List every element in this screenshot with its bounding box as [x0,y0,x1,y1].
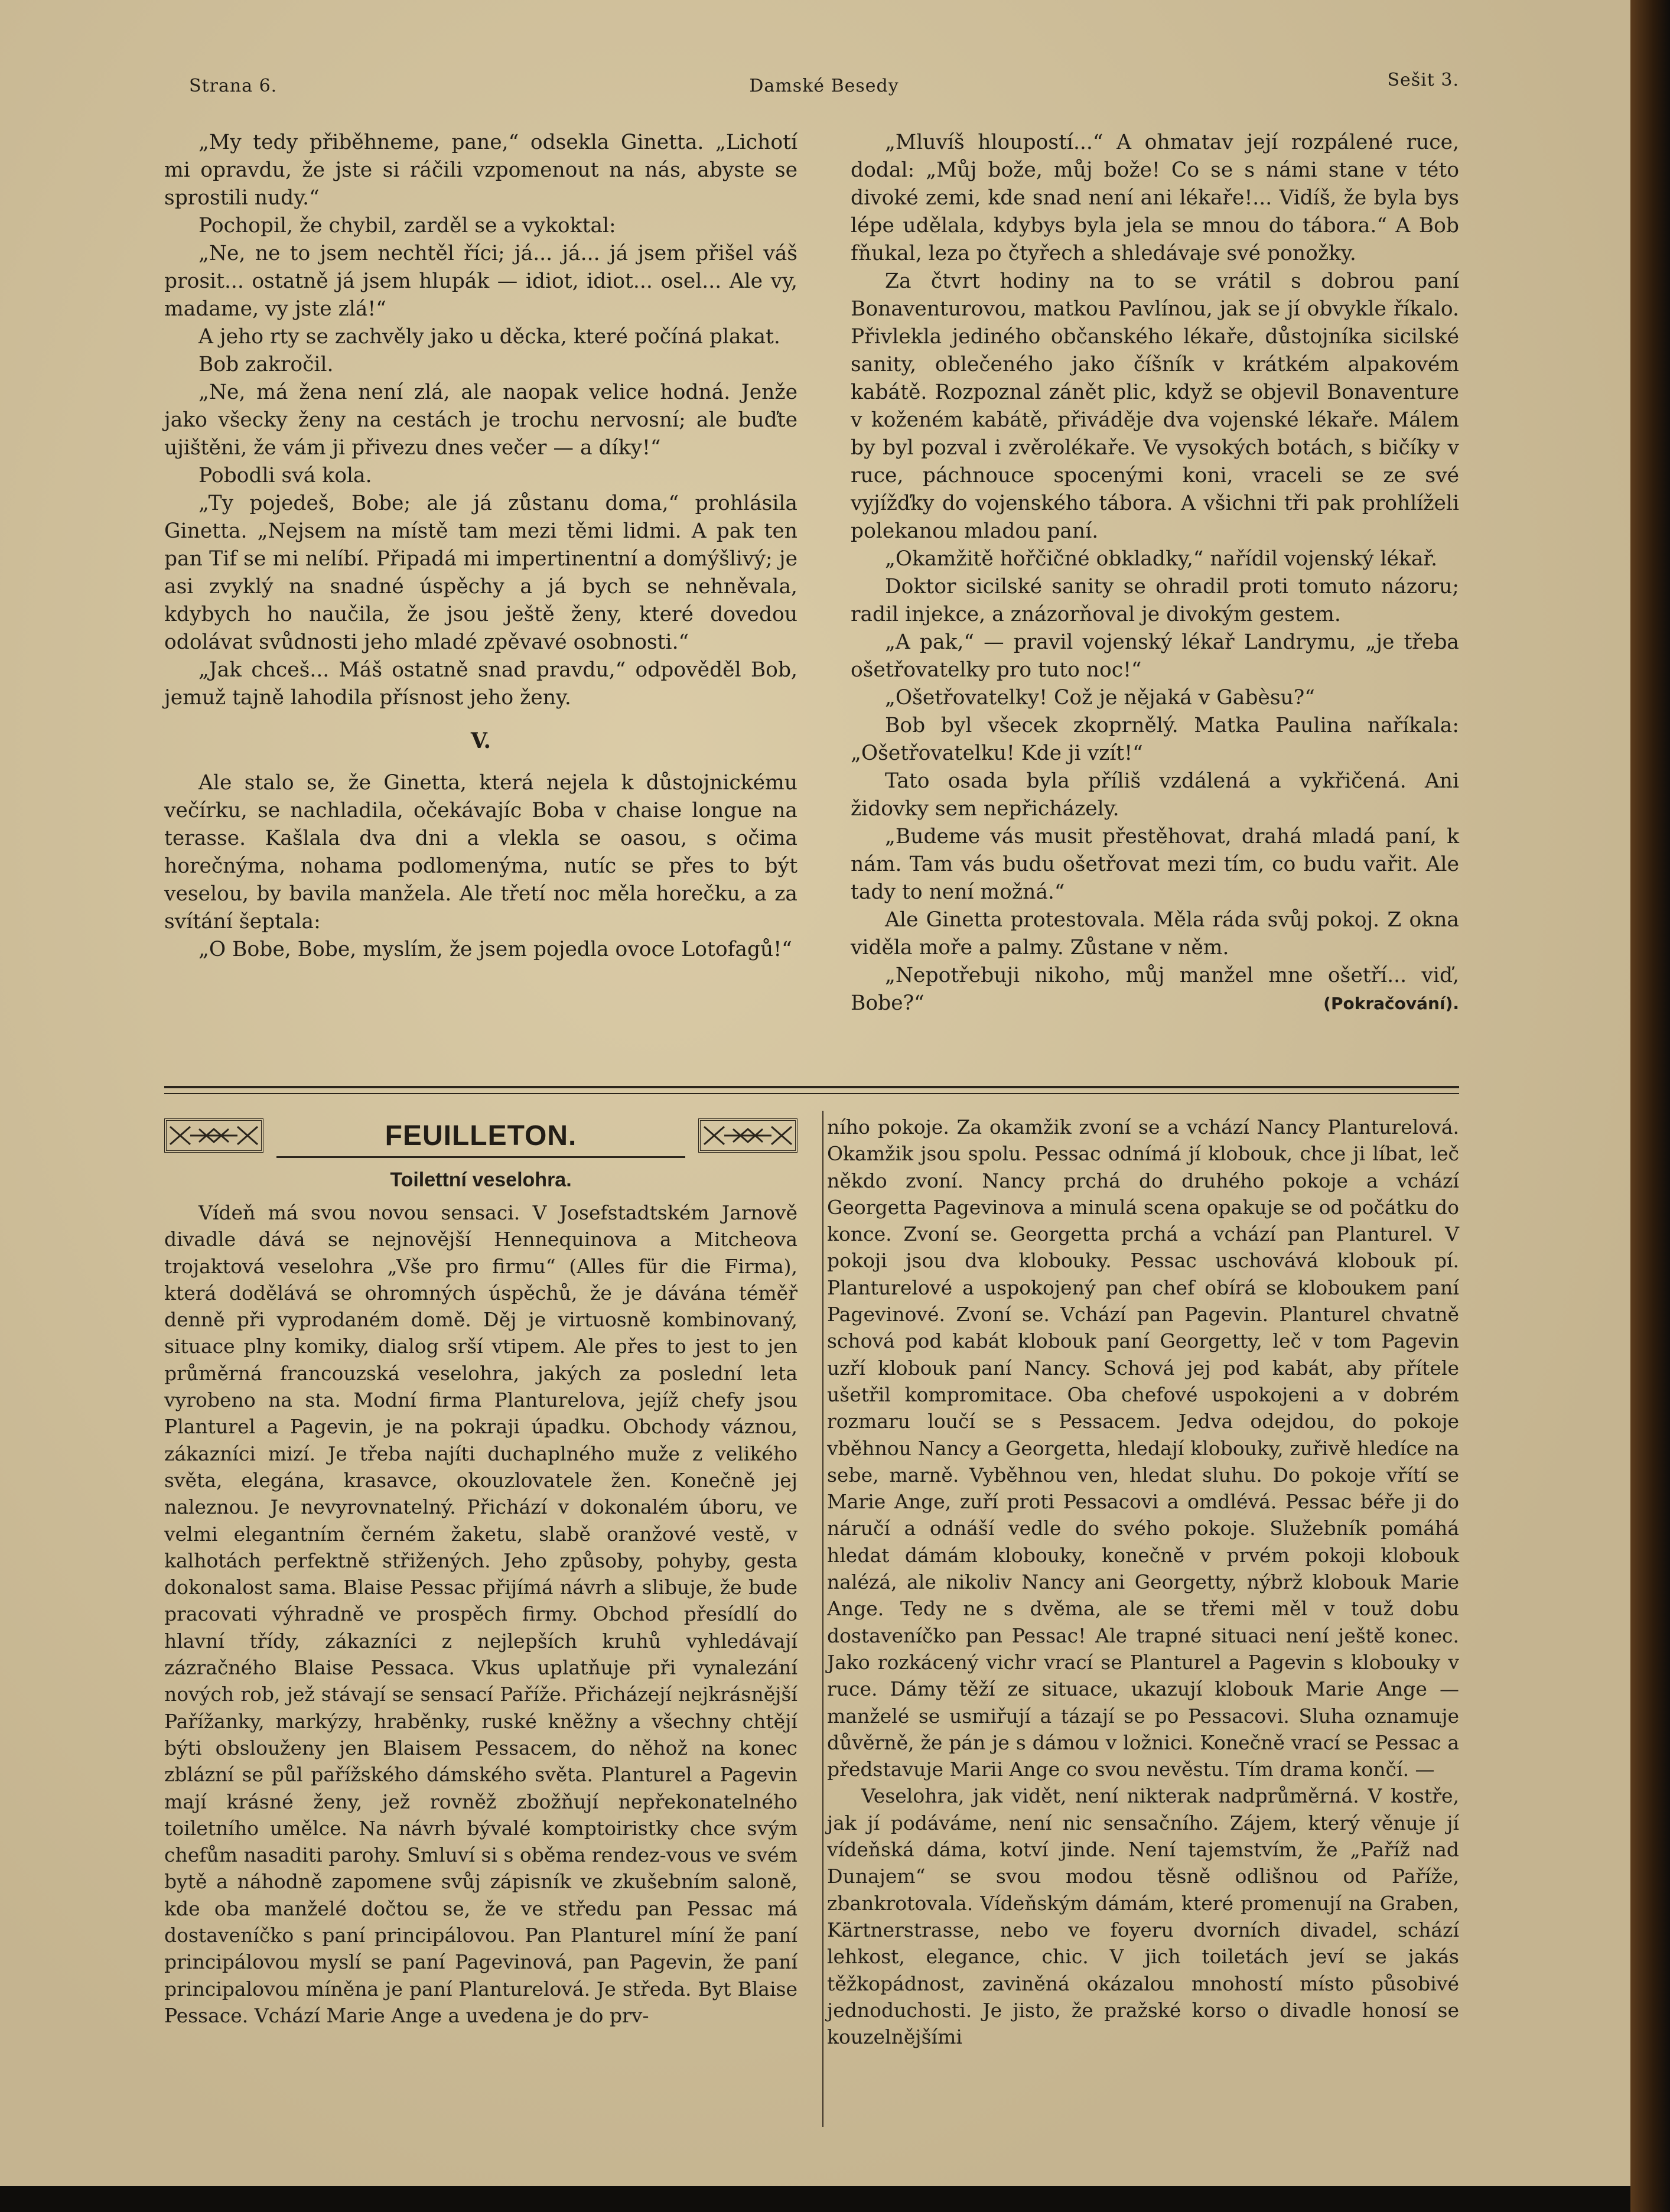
issue-number: Sešit 3. [1387,70,1459,90]
paragraph: „Ne, ne to jsem nechtěl říci; já... já... já jsem přišel váš prosit... ostatně já jsem hlupák — idiot, idiot... osel... Ale vy, madame, vy jste zlá!“ [164,242,797,321]
paragraph: „Jak chceš... Máš ostatně snad pravdu,“ odpověděl Bob, jemuž tajně lahodila přísnost jeho ženy. [164,658,797,710]
paragraph: „Ne, má žena není zlá, ale naopak velice hodná. Jenže jako všecky ženy na cestách je trochu nervosní; ale buďte ujištěni, že vám ji přivezu dnes večer — a díky!“ [164,380,797,460]
paragraph: „Okamžitě hořčičné obkladky,“ nařídil vojenský lékař. [885,547,1438,571]
paragraph: „Budeme vás musit přestěhovat, drahá mladá paní, k nám. Tam vás budu ošetřovat mezi tím, co budu vařit. Ale tady to není možná.“ [851,825,1459,904]
paragraph: A jeho rty se zachvěly jako u děcka, které počíná plakat. [198,325,780,349]
paragraph: ního pokoje. Za okamžik zvoní se a vchází Nancy Planturelová. Okamžik jsou spolu. Pessac odnímá jí klobouk, chce ji líbat, leč někdo zvoní. Nancy prchá do druhého pokoje a vchází Georgetta Pagevinova a minulá scena opakuje se od počátku do konce. Zvoní se. Georgetta prchá a vchází pan Planturel. V pokoji jsou dva klobouky. Pessac uschovává klobouk pí. Planturelové a uspokojený pan chef obírá se kloboukem paní Pagevinové. Zvoní se. Vchází pan Pagevin. Planturel chvatně schová pod kabát klobouk paní Georgetty, leč v tom Pagevin uzří klobouk paní Nancy. Schová jej pod kabát, aby přítele ušetřil kompromitace. Oba chefové uspokojeni a v dobrém rozmaru loučí se s Pessacem. Jedva odejdou, do pokoje vběhnou Nancy a Georgetta, hledají klobouky, zuřivě hledíce na sebe, marně. Vyběhnou ven, hledat sluhu. Do pokoje vřítí se Marie Ange, zuří proti Pessacovi a omdlévá. Pessac béře ji do náručí a odnáší vedle do svého pokoje. Služebník pomáhá hledat dámám klobouky, konečně v prvém pokoji klobouk nalézá, ale nikoliv Nancy ani Georgetty, nýbrž klobouk Marie Ange. Tedy ne s dvěma, ale se třemi měl v touž dobu dostaveníčko pan Pessac! Ale trapné situaci není ještě konec. Jako rozkácený vichr vrací se Planturel a Pagevin s klobouky v ruce. Dámy těží ze situace, ukazují klobouk Marie Ange — manželé se usmiřují a tázají se po Pessacovi. Sluha oznamuje důvěrně, že pán je s dámou v ložnici. Konečně vrací se Pessac a představuje Marii Ange co svou nevěstu. Tím drama končí. — [827,1115,1459,1781]
page-binding-edge [1630,0,1670,2212]
paragraph: Pobodli svá kola. [198,464,372,487]
paragraph: „My tedy přiběhneme, pane,“ odsekla Ginetta. „Lichotí mi opravdu, že jste si ráčili vzpomenout na nás, abyste se sprostili nudy.“ [164,131,797,210]
page-number: Strana 6. [189,76,278,96]
story-column-right [851,129,1459,1017]
paragraph: Tato osada byla příliš vzdálená a vykřičená. Ani židovky sem nepřicházely. [851,769,1459,821]
paragraph: „Ty pojedeš, Bobe; ale já zůstanu doma,“ prohlásila Ginetta. „Nejsem na místě tam mezi těmi lidmi. A pak ten pan Tif se mi nelíbí. Připadá mi impertinentní a domýšlivý; je asi zvyklý na snadné úspěchy a já bych se nehněvala, kdybych ho naučila, že jsou ještě ženy, které dovedou odolávat svůdnosti jeho mladé zpěvavé osobnosti.“ [164,492,797,654]
feuilleton-heading-block [164,1114,797,1161]
paragraph: Ale stalo se, že Ginetta, která nejela k důstojnickému večírku, se nachladila, očekávajíc Boba v chaise longue na terasse. Kašlala dva dni a vlekla se oasou, s očima horečnýma, nohama podlomenýma, nutíc se přes to být veselou, by bavila manžela. Ale třetí noc měla horečku, a za svítání šeptala: [164,771,797,933]
paragraph: Za čtvrt hodiny na to se vrátil s dobrou paní Bonaventurovou, matkou Pavlínou, jak se jí obvykle říkalo. Přivlekla jediného občanského lékaře, důstojníka sicilské sanity, oblečeného jako číšník v krátkém alpakovém kabátě. Rozpoznal zánět plic, když se objevil Bonaventure v koženém kabátě, přiváděje dva vojenské lékaře. Málem by byl pozval i zvěrolékaře. Ve vysokých botách, s bičíky v ruce, páchnouce spocenými koni, vraceli se ze své vyjížďky do vojenského tábora. A všichni tři pak prohlíželi polekanou mladou paní. [851,269,1459,543]
to-be-continued: (Pokračování). [1323,994,1459,1013]
title-underline [276,1156,685,1158]
section-divider [164,1086,1459,1088]
column-divider [822,1111,823,2127]
section-number: V. [470,728,491,753]
paragraph: Ale Ginetta protestovala. Měla ráda svůj pokoj. Z okna viděla moře a palmy. Zůstane v něm. [851,908,1459,959]
magazine-title: Damské Besedy [749,76,899,96]
paragraph: Vídeň má svou novou sensaci. V Josefstadtském Jarnově divadle dává se nejnovější Hennequinova a Mitcheova trojaktová veselohra „Vše pro firmu“ (Alles für die Firma), která dodělává se ohromných úspěchů, že je dávána téměř denně při vyprodaném domě. Děj je virtuosně kombinovaný, situace plny komiky, dialog srší vtipem. Ale přes to jest to jen průměrná francouzská veselohra, jakých za poslední leta vyrobeno na sta. Modní firma Planturelova, jejíž chefy jsou Planturel a Pagevin, je na pokraji úpadku. Obchody váznou, zákazníci mizí. Je třeba najíti duchaplného muže z velikého světa, elegána, krasavce, okouzlovatele žen. Konečně jej naleznou. Je nevyrovnatelný. Přichází v dokonalém úboru, ve velmi elegantním černém žaketu, slabě oranžové vestě, v kalhotách perfektně střižených. Jeho způsoby, pohyby, gesta dokonalost sama. Blaise Pessac přijímá návrh a slibuje, že bude pracovati výhradně ve prospěch firmy. Obchod přesídlí do hlavní třídy, zákazníci z nejlepších kruhů vyhledávají zázračného Blaise Pessaca. Vkus uplatňuje při vynalezání nových rob, jež stávají se sensací Paříže. Přicházejí nejkrásnější Pařížanky, markýzy, hraběnky, ruské kněžny a všechny chtějí býti obslouženy jen Blaisem Pessacem, do něhož na konec zblázní se půl pařížského dámského světa. Planturel a Pagevin mají krásné ženy, jež rovněž zbožňují nepřekonatelného toiletního umělce. Na návrh bývalé komptoiristky chce svým chefům nasaditi parohy. Smluví si s oběma rendez-vous ve svém bytě a náhodně zapomene svůj zápisník ve zkušebním saloně, kde oba manželé dočtou se, že ve středu pan Pessac má dostaveníčko s paní principálovou. Pan Planturel míní že paní principálovou myslí se paní Pagevinová, pan Pagevin, že paní principalovou míněna je paní Planturelová. Je středa. Byt Blaise Pessace. Vchází Marie Ange a uvedena je do prv- [164,1201,797,2027]
paragraph: Pochopil, že chybil, zarděl se a vykoktal: [198,214,616,238]
paragraph: „Ošetřovatelky! Což je nějaká v Gabèsu?“ [885,686,1315,710]
feuilleton-column-left [164,1199,797,2029]
paragraph-last [851,962,1459,1017]
paragraph: „Mluvíš hloupostí...“ A ohmatav její rozpálené ruce, dodal: „Můj bože, můj bože! Co se s námi stane v této divoké zemi, kde snad není ani lékaře!... Vidíš, že byla bys lépe udělala, kdybys byla jela se mnou do tábora.“ A Bob fňukal, leza po čtyřech a shledávaje své ponožky. [851,131,1459,265]
story-column-left [164,129,797,964]
paragraph-text: „Nepotřebuji nikoho, můj manžel mne ošetří... viď, Bobe?“ [851,964,1459,1015]
paragraph: „A pak,“ — pravil vojenský lékař Landrymu, „je třeba ošetřovatelky pro tuto noc!“ [851,630,1459,682]
paragraph: Doktor sicilské sanity se ohradil proti tomuto názoru; radil injekce, a znázorňoval je divokým gestem. [851,575,1459,626]
paragraph: Bob zakročil. [198,353,334,376]
section-divider-thin [164,1093,1459,1094]
paragraph: „O Bobe, Bobe, myslím, že jsem pojedla ovoce Lotofagů!“ [198,938,792,961]
feuilleton-subtitle: Toilettní veselohra. [390,1169,572,1191]
ornament-icon [698,1118,797,1153]
feuilleton-title: FEUILLETON. [385,1120,577,1151]
paragraph: Bob byl všecek zkoprnělý. Matka Paulina naříkala: „Ošetřovatelku! Kde ji vzít!“ [851,714,1459,765]
paragraph: Veselohra, jak vidět, není nikterak nadprůměrná. V kostře, jak jí podáváme, není nic sensačního. Zájem, který věnuje jí vídeňská dáma, kotví jinde. Není tajemstvím, že „Paříž nad Dunajem“ se svou modou těsně odlišnou od Paříže, zbankrotovala. Vídeňským dámám, které promenují na Graben, Kärtnerstrasse, nebo ve foyeru dvorních divadel, schází lehkost, elegance, chic. V jich toiletách jeví se jakás těžkopádnost, zaviněná okázalou mnohostí místo působivé jednoduchosti. Je jisto, že pražské korso o divadle honosí se kouzelnějšími [827,1784,1459,2049]
feuilleton-column-right [827,1114,1459,2050]
ornament-icon [164,1118,263,1153]
page-header [189,70,1459,105]
